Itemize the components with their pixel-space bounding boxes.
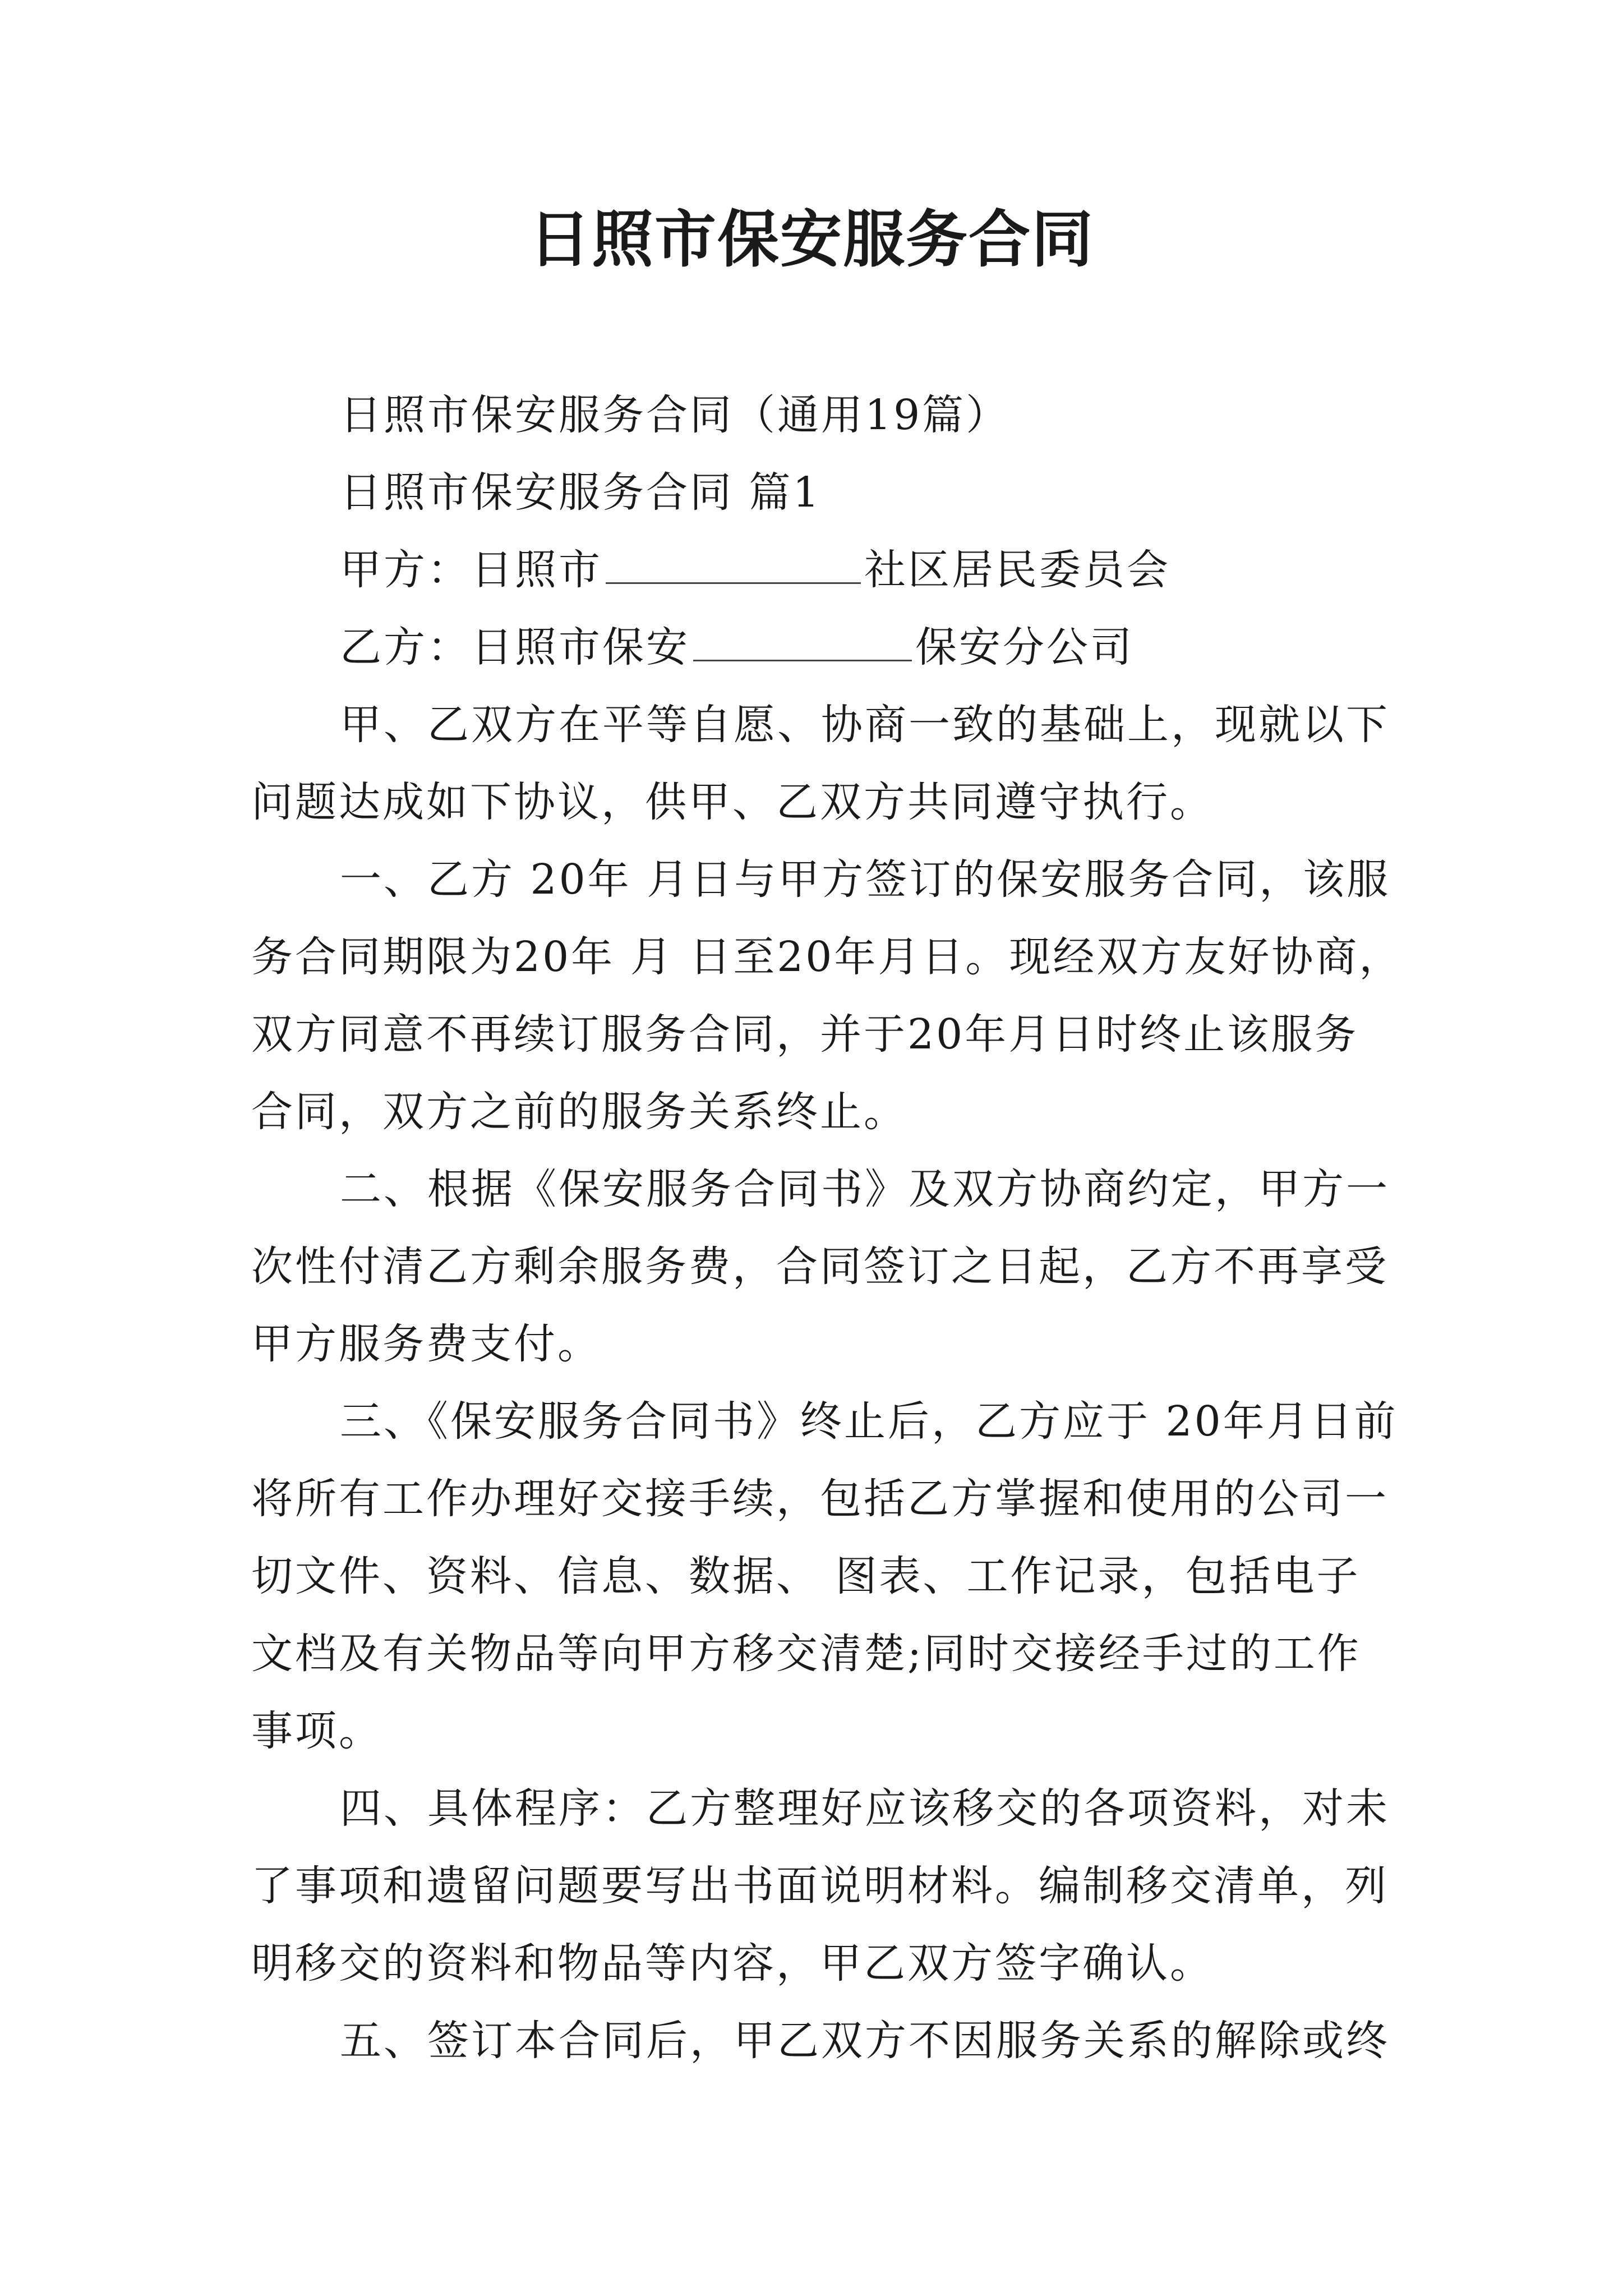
paragraph-line: 五、签订本合同后，甲乙双方不因服务关系的解除或终	[340, 2017, 1390, 2065]
paragraph-line: 甲方服务费支付。	[251, 1320, 601, 1368]
paragraph-line: 了事项和遗留问题要写出书面说明材料。编制移交清单，列	[251, 1862, 1389, 1910]
document-subtitle: 日照市保安服务合同（通用19篇）	[340, 391, 1010, 439]
paragraph-line: 双方同意不再续订服务合同，并于20年月日时终止该服务	[251, 1010, 1359, 1059]
paragraph-line: 将所有工作办理好交接手续，包括乙方掌握和使用的公司一	[251, 1475, 1389, 1523]
paragraph-line: 二、根据《保安服务合同书》及双方协商约定，甲方一	[340, 1165, 1390, 1213]
paragraph-line: 切文件、资料、信息、数据、 图表、工作记录，包括电子	[251, 1552, 1361, 1600]
paragraph-line: 问题达成如下协议，供甲、乙双方共同遵守执行。	[251, 778, 1214, 826]
paragraph-line: 次性付清乙方剩余服务费，合同签订之日起，乙方不再享受	[251, 1243, 1389, 1291]
party-b-prefix: 乙方：日照市保安	[340, 623, 690, 671]
paragraph-line: 四、具体程序：乙方整理好应该移交的各项资料，对未	[340, 1784, 1390, 1833]
party-a-suffix: 社区居民委员会	[864, 546, 1170, 594]
paragraph-line: 明移交的资料和物品等内容，甲乙双方签字确认。	[251, 1939, 1214, 1987]
party-a-blank	[606, 544, 861, 584]
party-b-suffix: 保安分公司	[915, 623, 1134, 671]
paragraph-line: 甲、乙双方在平等自愿、协商一致的基础上，现就以下	[340, 701, 1390, 749]
paragraph-line: 合同，双方之前的服务关系终止。	[251, 1088, 907, 1136]
document-title: 日照市保安服务合同	[529, 203, 1094, 275]
party-b-blank	[693, 622, 912, 661]
paragraph-line: 一、乙方 20年 月日与甲方签订的保安服务合同，该服	[340, 855, 1391, 904]
party-a-line	[340, 542, 1170, 598]
paragraph-line: 务合同期限为20年 月 日至20年月日。现经双方友好协商，	[251, 933, 1403, 981]
section-heading: 日照市保安服务合同 篇1	[340, 468, 822, 517]
paragraph-line: 文档及有关物品等向甲方移交清楚;同时交接经手过的工作	[251, 1630, 1361, 1678]
party-a-prefix: 甲方：日照市	[340, 546, 602, 594]
paragraph-line: 事项。	[251, 1707, 382, 1755]
paragraph-line: 三、《保安服务合同书》终止后，乙方应于 20年月日前	[340, 1397, 1398, 1446]
party-b-line	[340, 619, 1134, 675]
